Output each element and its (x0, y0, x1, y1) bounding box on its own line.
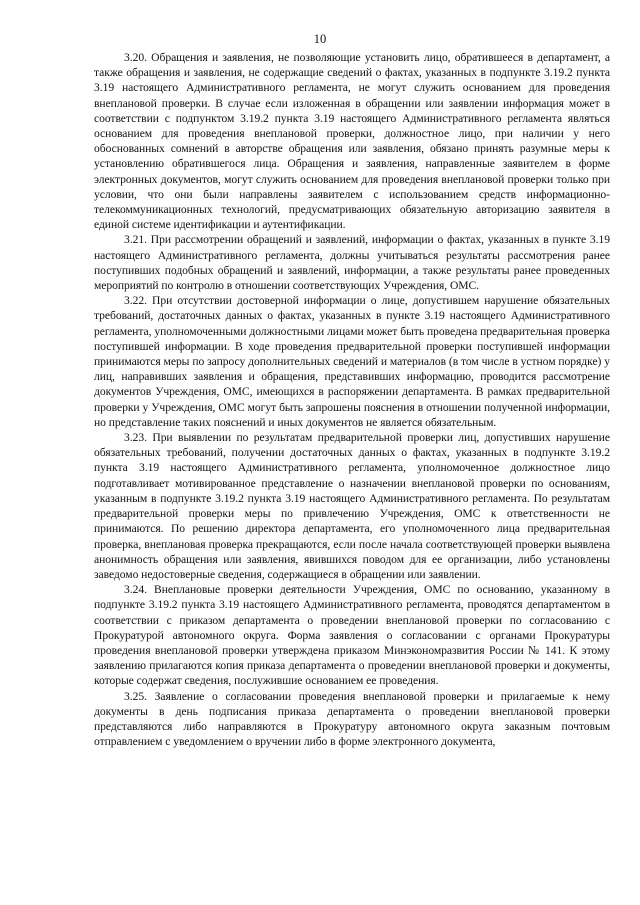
paragraph-3-25: 3.25. Заявление о согласовании проведения внеплановой проверки и прилагаемые к нему документы в день подписания приказа департамента о проведении внеплановой проверки представляются либо направляются в Прокуратуру автономного округа заказным почтовым отправлением с уведомлением о вручении либо в форме электронного документа, (94, 689, 610, 749)
document-body (94, 50, 610, 749)
page-number: 10 (313, 32, 327, 46)
paragraph-3-21: 3.21. При рассмотрении обращений и заявлений, информации о фактах, указанных в пункте 3.19 настоящего Административного регламента, должны учитываться результаты рассмотрения ранее поступивших подобных обращений и заявлений, информации, а также результаты ранее проведенных мероприятий по контролю в отношении соответствующих Учреждения, ОМС. (94, 233, 610, 293)
paragraph-3-22: 3.22. При отсутствии достоверной информации о лице, допустившем нарушение обязательных требований, достаточных данных о фактах, указанных в пункте 3.19 настоящего Административного регламента, уполномоченными должностными лицами может быть проведена предварительная проверка поступившей информации. В ходе проведения предварительной проверки поступившей информации принимаются меры по запросу дополнительных сведений и материалов (в том числе в устном порядке) у лиц, направивших заявления и обращения, представивших информацию, проводится рассмотрение документов Учреждения, ОМС, имеющихся в распоряжении департамента. В рамках предварительной проверки у Учреждения, ОМС могут быть запрошены пояснения в отношении полученной информации, но представление таких пояснений и иных документов не является обязательным. (94, 294, 610, 429)
paragraph-3-20: 3.20. Обращения и заявления, не позволяющие установить лицо, обратившееся в департамент, а также обращения и заявления, не содержащие сведений о фактах, указанных в подпункте 3.19.2 пункта 3.19 настоящего Административного регламента, не могут служить основанием для проведения внеплановой проверки. В случае если изложенная в обращении или заявлении информация может в соответствии с подпунктом 3.19.2 пункта 3.19 настоящего Административного регламента являться основанием для проведения внеплановой проверки, должностное лицо, при наличии у него обоснованных сомнений в авторстве обращения или заявления, обязано принять разумные меры к установлению обратившегося лица. Обращения и заявления, направленные заявителем в форме электронных документов, могут служить основанием для проведения внеплановой проверки только при условии, что они были направлены заявителем с использованием средств информационно-телекоммуникационных технологий, предусматривающих обязательную авторизацию заявителя в единой системе идентификации и аутентификации. (94, 51, 610, 232)
paragraph-3-24: 3.24. Внеплановые проверки деятельности Учреждения, ОМС по основанию, указанному в подпункте 3.19.2 пункта 3.19 настоящего Административного регламента, проводятся департаментом в соответствии с приказом департамента о проведении внеплановой проверки по согласованию с Прокуратурой автономного округа. Форма заявления о согласовании с органами Прокуратуры проведения внеплановой проверки утверждена приказом Минэкономразвития России № 141. К этому заявлению прилагаются копия приказа департамента о проведении внеплановой проверки и документы, которые содержат сведения, послужившие основанием ее проведения. (94, 583, 610, 688)
paragraph-3-23: 3.23. При выявлении по результатам предварительной проверки лиц, допустивших нарушение обязательных требований, получении достаточных данных о фактах, указанных в подпункте 3.19.2 пункта 3.19 настоящего Административного регламента, уполномоченное должностное лицо подготавливает мотивированное представление о назначении внеплановой проверки по основаниям, указанным в подпункте 3.19.2 пункта 3.19 настоящего Административного регламента. По результатам предварительной проверки меры по привлечению Учреждения, ОМС к ответственности не принимаются. По решению директора департамента, его уполномоченного лица предварительная проверка, внеплановая проверка прекращаются, если после начала соответствующей проверки выявлена анонимность обращения или заявления, явившихся поводом для ее организации, либо установлены заведомо недостоверные сведения, содержащиеся в обращении или заявлении. (94, 431, 610, 581)
